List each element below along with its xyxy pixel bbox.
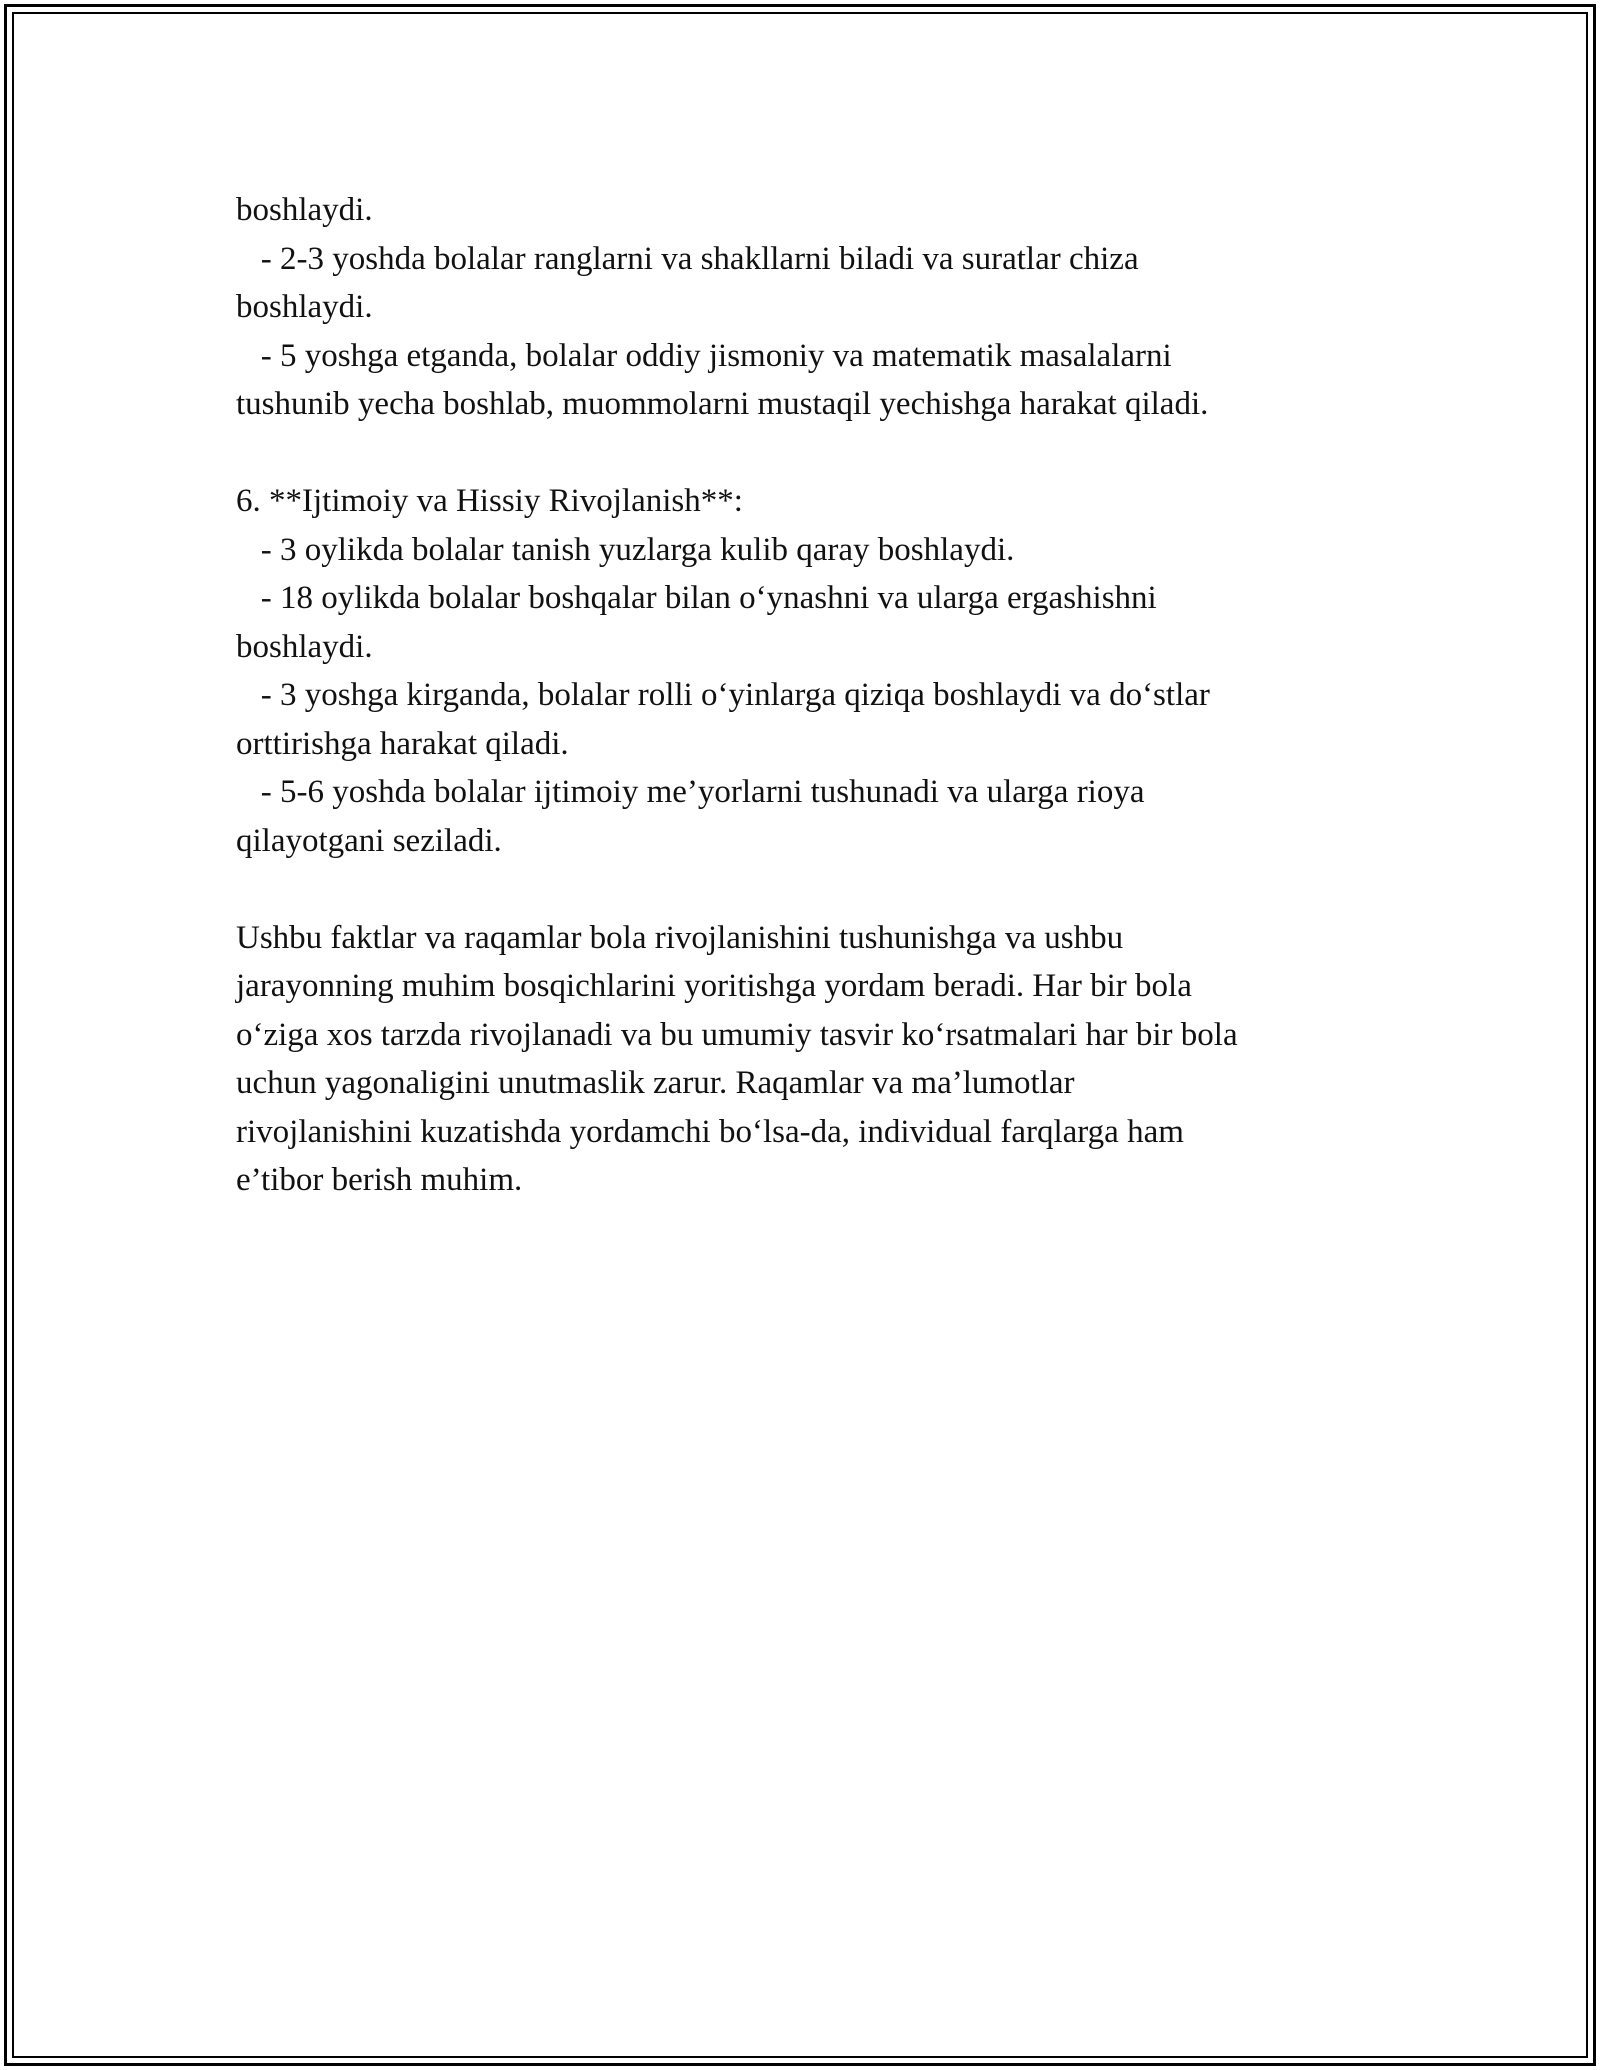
paragraph-gap [236, 429, 1386, 478]
conclusion-line: rivojlanishini kuzatishda yordamchi bo‘lsa-da, individual farqlarga ham [236, 1113, 1184, 1150]
text-line: boshlaydi. [236, 289, 373, 325]
text-line: tushunib yecha boshlab, muommolarni mustaqil yechishga harakat qiladi. [236, 386, 1209, 422]
list-item-line: - 3 oylikda bolalar tanish yuzlarga kulib qaray boshlaydi. [236, 531, 1015, 568]
section-heading: 6. **Ijtimoiy va Hissiy Rivojlanish**: [236, 483, 743, 519]
list-item-line: - 5-6 yoshda bolalar ijtimoiy me’yorlarni tushunadi va ularga rioya [236, 774, 1145, 810]
list-item-line: - 5 yoshga etganda, bolalar oddiy jismoniy va matematik masalalarni [236, 337, 1172, 374]
text-line: boshlaydi. [236, 192, 373, 228]
conclusion-line: jarayonning muhim bosqichlarini yoritishga yordam beradi. Har bir bola [236, 968, 1192, 1004]
text-line: boshlaydi. [236, 628, 373, 665]
conclusion-line: uchun yagonaligini unutmaslik zarur. Raqamlar va ma’lumotlar [236, 1065, 1075, 1101]
list-item-line: - 18 oylikda bolalar boshqalar bilan o‘ynashni va ularga ergashishni [236, 580, 1157, 616]
text-line: qilayotgani seziladi. [236, 822, 502, 859]
list-item-line: - 3 yoshga kirganda, bolalar rolli o‘yinlarga qiziqa boshlaydi va do‘stlar [236, 677, 1210, 713]
conclusion-line: e’tibor berish muhim. [236, 1162, 523, 1198]
document-body [236, 186, 1386, 1205]
list-item-line: - 2-3 yoshda bolalar ranglarni va shakllarni biladi va suratlar chiza [236, 240, 1139, 277]
paragraph-gap [236, 865, 1386, 914]
text-line: orttirishga harakat qiladi. [236, 725, 569, 762]
conclusion-line: Ushbu faktlar va raqamlar bola rivojlanishini tushunishga va ushbu [236, 919, 1124, 956]
conclusion-line: o‘ziga xos tarzda rivojlanadi va bu umumiy tasvir ko‘rsatmalari har bir bola [236, 1016, 1238, 1053]
